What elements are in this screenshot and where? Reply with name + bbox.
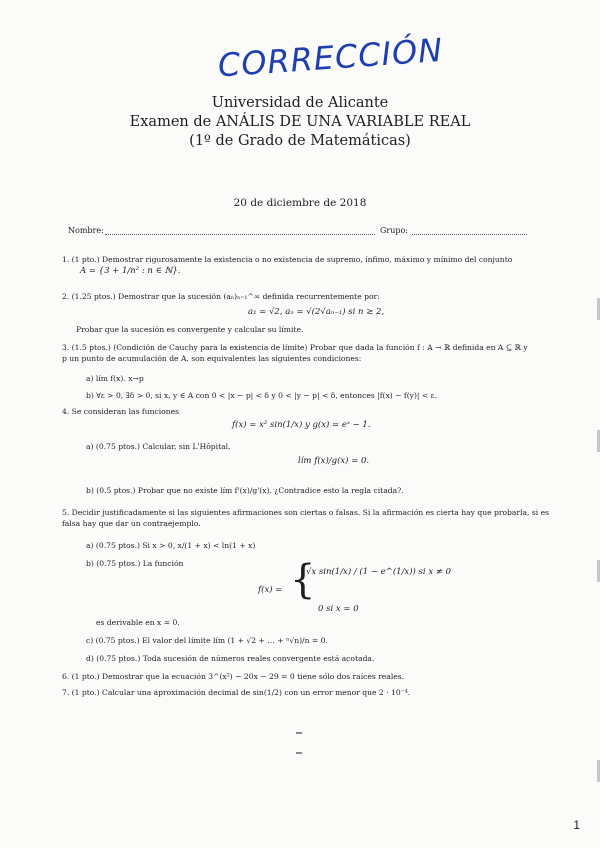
piecewise-brace: { bbox=[290, 557, 316, 603]
question-3-b: b) ∀ε > 0, ∃δ > 0, si x, y ∈ A con 0 < |x − p| < δ y 0 < |y − p| < δ, entonces |f(x) − f(y)| < ε. bbox=[86, 391, 438, 400]
group-field-line bbox=[412, 234, 527, 235]
dash-mark bbox=[296, 752, 302, 754]
question-4-a: a) (0.75 ptos.) Calcular, sin L'Hôpital, bbox=[86, 442, 231, 451]
piecewise-case-1: √x sin(1/x) / (1 − e^(1/x)) si x ≠ 0 bbox=[306, 567, 452, 577]
university-name: Universidad de Alicante bbox=[211, 95, 389, 111]
question-5-b-fx: f(x) = bbox=[258, 585, 283, 595]
question-5: 5. Decidir justificadamente si las siguientes afirmaciones son ciertas o falsas. Si la afirmación es cierta hay que probarla, si es falsa hay que dar un contraejemplo. bbox=[62, 508, 549, 528]
name-field-label: Nombre: bbox=[68, 226, 104, 235]
question-5-b: b) (0.75 ptos.) La función bbox=[86, 559, 184, 568]
course-line: (1º de Grado de Matemáticas) bbox=[189, 133, 411, 149]
question-1-set: A = {3 + 1/n² : n ∈ ℕ}. bbox=[80, 266, 181, 276]
exam-title: Examen de ANÁLIS DE UNA VARIABLE REAL bbox=[129, 114, 471, 130]
dash-mark bbox=[296, 732, 302, 734]
name-field-line bbox=[105, 234, 375, 235]
handwritten-correction-mark bbox=[212, 30, 445, 87]
question-1 bbox=[62, 254, 532, 265]
question-2-recurrence: a₁ = √2, aₙ = √(2√aₙ₋₁) si n ≥ 2, bbox=[248, 307, 385, 317]
question-1-text: 1. (1 pto.) Demostrar rigurosamente la existencia o no existencia de supremo, ínfimo, máximo y mínimo del conjunto bbox=[62, 255, 513, 264]
question-7: 7. (1 pto.) Calcular una aproximación decimal de sin(1/2) con un error menor que 2 · 10⁻⁴. bbox=[62, 688, 411, 697]
question-5-c: c) (0.75 ptos.) El valor del límite lím (1 + √2 + … + ⁿ√n)/n = 0. bbox=[86, 636, 328, 645]
question-3: 3. (1.5 ptos.) (Condición de Cauchy para la existencia de límite) Probar que dada la función f : A → ℝ definida en A ⊆ ℝ y p un punto de acumulación de A, son equivalentes las siguientes condiciones: bbox=[62, 343, 528, 363]
question-2-task: Probar que la sucesión es convergente y calcular su límite. bbox=[76, 325, 304, 334]
question-5-a: a) (0.75 ptos.) Si x > 0, x/(1 + x) < ln(1 + x) bbox=[86, 541, 256, 550]
svg-text:CORRECCIÓN: CORRECCIÓN bbox=[216, 30, 445, 85]
question-2: 2. (1.25 ptos.) Demostrar que la sucesión (aₙ)ₙ₌₁^∞ definida recurrentemente por: bbox=[62, 292, 380, 301]
question-4: 4. Se consideran las funciones bbox=[62, 407, 180, 416]
question-6: 6. (1 pto.) Demostrar que la ecuación 3^(x²) − 20x − 29 = 0 tiene sólo dos raíces reales. bbox=[62, 672, 405, 681]
question-4-functions: f(x) = x² sin(1/x) y g(x) = eˣ − 1. bbox=[232, 420, 371, 430]
question-5-d: d) (0.75 ptos.) Toda sucesión de números reales convergente está acotada. bbox=[86, 654, 375, 663]
question-5-b-tail: es derivable en x = 0. bbox=[96, 618, 180, 627]
question-3-a: a) lím f(x). x→p bbox=[86, 374, 144, 383]
exam-date: 20 de diciembre de 2018 bbox=[233, 197, 367, 209]
question-4-a-limit: lím f(x)/g(x) = 0. bbox=[298, 456, 370, 466]
piecewise-case-2: 0 si x = 0 bbox=[318, 604, 359, 614]
page-number: 1 bbox=[573, 818, 580, 832]
question-4-b: b) (0.5 ptos.) Probar que no existe lím f'(x)/g'(x). ¿Contradice esto la regla citada?. bbox=[86, 486, 404, 495]
group-field-label: Grupo: bbox=[380, 226, 408, 235]
